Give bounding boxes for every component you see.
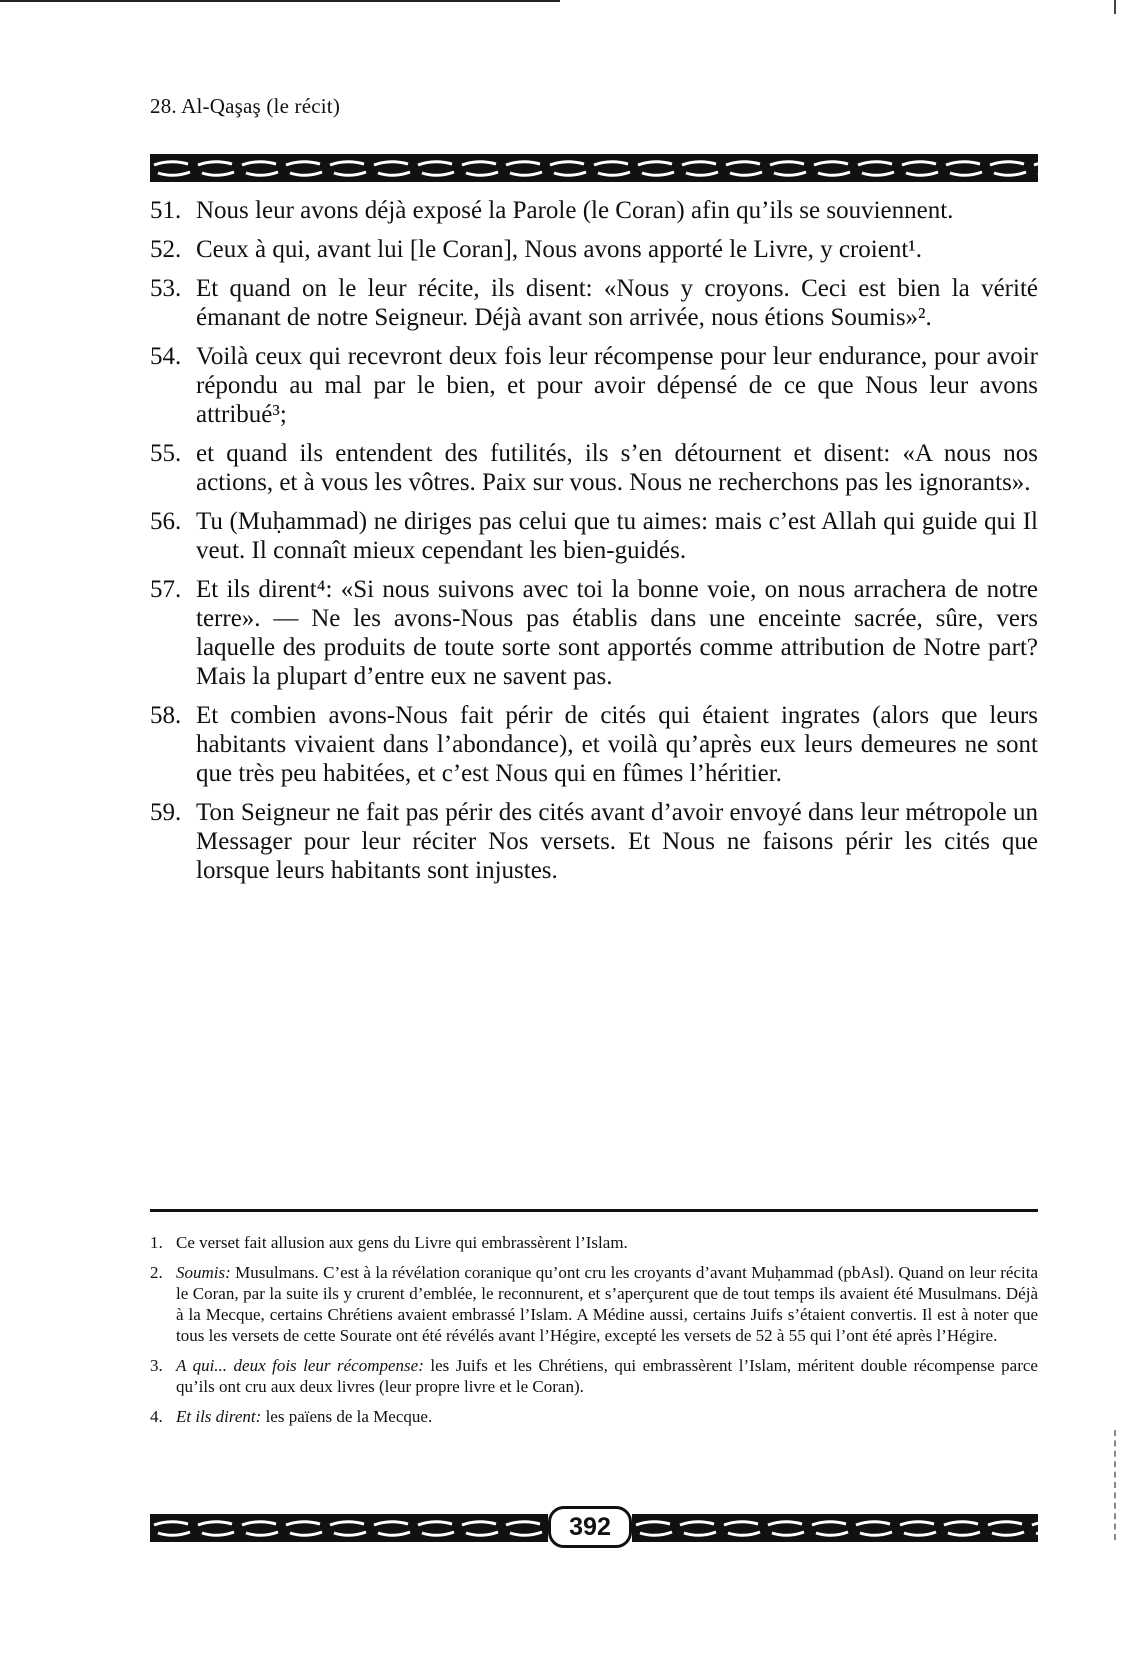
verse-text: Tu (Muḥammad) ne diriges pas celui que tu aimes: mais c’est Allah qui guide qui Il veut. Il connaît mieux cependant les bien-guidés. (196, 508, 1038, 564)
footnote-term: Soumis: (176, 1263, 231, 1282)
footnote-item (150, 1355, 1038, 1397)
verse-number: 57. (150, 576, 182, 603)
footnote-text: les Juifs et les Chrétiens, qui embrassèrent l’Islam, méritent double récompense parce qu’ils ont cru aux deux livres (leur propre livre et le Coran). (176, 1356, 1038, 1396)
verse-item (150, 342, 1038, 429)
verse-text: Ceux à qui, avant lui [le Coran], Nous avons apporté le Livre, y croient¹. (196, 236, 923, 263)
side-scan-marks (1114, 1430, 1118, 1540)
verse-number: 54. (150, 343, 182, 370)
ornament-pattern (632, 1514, 1038, 1542)
verse-item (150, 439, 1038, 497)
top-edge-rule (0, 0, 560, 2)
verse-item (150, 575, 1038, 691)
verse-number: 58. (150, 702, 182, 729)
footnote-item (150, 1232, 1038, 1253)
footnote-text: les païens de la Mecque. (261, 1407, 433, 1426)
footnote-body (176, 1233, 628, 1252)
footnote-number: 1. (150, 1233, 163, 1252)
verse-text: et quand ils entendent des futilités, ils s’en détournent et disent: «A nous nos actions, et à vous les vôtres. Paix sur vous. Nous ne recherchons pas les ignorants». (196, 440, 1038, 496)
corner-scan-mark (1114, 0, 1116, 14)
footnote-number: 2. (150, 1263, 163, 1282)
ornamental-band-top (150, 154, 1038, 182)
verse-item (150, 196, 1038, 225)
footnote-divider (150, 1209, 1038, 1212)
ornament-pattern (150, 154, 1038, 182)
footnote-body (176, 1356, 1038, 1396)
page-number: 392 (548, 1506, 632, 1548)
verse-number: 51. (150, 197, 182, 224)
ornament-pattern (150, 1514, 548, 1542)
footnote-term: A qui... deux fois leur récompense: (176, 1356, 424, 1375)
footnote-item (150, 1262, 1038, 1346)
verse-text: Et quand on le leur récite, ils disent: «Nous y croyons. Ceci est bien la vérité émanant de notre Seigneur. Déjà avant son arrivée, nous étions Soumis»². (196, 275, 1038, 331)
footnote-body (176, 1407, 432, 1426)
ornamental-band-bottom-left (150, 1514, 548, 1542)
footnote-body (176, 1263, 1038, 1345)
verse-number: 52. (150, 236, 182, 263)
verse-number: 55. (150, 440, 182, 467)
verse-item (150, 507, 1038, 565)
verse-text: Ton Seigneur ne fait pas périr des cités avant d’avoir envoyé dans leur métropole un Messager pour leur réciter Nos versets. Et Nous ne faisons périr les cités que lorsque leurs habitants sont injustes. (196, 799, 1038, 884)
footnote-term: Et ils dirent: (176, 1407, 262, 1426)
verse-text: Voilà ceux qui recevront deux fois leur récompense pour leur endurance, pour avoir répondu au mal par le bien, et pour avoir dépensé de ce que Nous leur avons attribué³; (196, 343, 1038, 428)
footnote-text: Musulmans. C’est à la révélation coranique qu’ont cru les croyants d’avant Muḥammad (pbAsl). Quand on leur récita le Coran, par la suite ils y crurent d’emblée, le reconnurent, et s’aperçurent que de tout temps ils avaient été Musulmans. Déjà à la Mecque, certains Chrétiens avaient embrassé l’Islam. A Médine aussi, certains Juifs s’étaient convertis. Il est à noter que tous les versets de cette Sourate ont été révélés avant l’Hégire, excepté les versets de 52 à 55 qui l’ont été après l’Hégire. (176, 1263, 1038, 1345)
verse-item (150, 798, 1038, 885)
verse-number: 59. (150, 799, 182, 826)
verse-number: 53. (150, 275, 182, 302)
verse-text: Et ils dirent⁴: «Si nous suivons avec toi la bonne voie, on nous arrachera de notre terre». — Ne les avons-Nous pas établis dans une enceinte sacrée, sûre, vers laquelle des produits de toute sorte sont apportés comme attribution de Notre part? Mais la plupart d’entre eux ne savent pas. (196, 576, 1038, 690)
verse-text: Nous leur avons déjà exposé la Parole (le Coran) afin qu’ils se souviennent. (196, 197, 954, 224)
verse-item (150, 701, 1038, 788)
verse-item (150, 235, 1038, 264)
surah-title: 28. Al-Qaşaş (le récit) (150, 94, 341, 118)
ornamental-band-bottom-right (632, 1514, 1038, 1542)
footnote-text: Ce verset fait allusion aux gens du Livre qui embrassèrent l’Islam. (176, 1233, 628, 1252)
verse-text: Et combien avons-Nous fait périr de cités qui étaient ingrates (alors que leurs habitants vivaient dans l’abondance), et voilà qu’après eux leurs demeures ne sont que très peu habitées, et c’est Nous qui en fûmes l’héritier. (196, 702, 1038, 787)
footnotes-list (150, 1232, 1038, 1436)
verse-number: 56. (150, 508, 182, 535)
verse-item (150, 274, 1038, 332)
footnote-item (150, 1406, 1038, 1427)
footnote-number: 4. (150, 1407, 163, 1426)
verses-list (150, 196, 1038, 895)
footnote-number: 3. (150, 1356, 163, 1375)
